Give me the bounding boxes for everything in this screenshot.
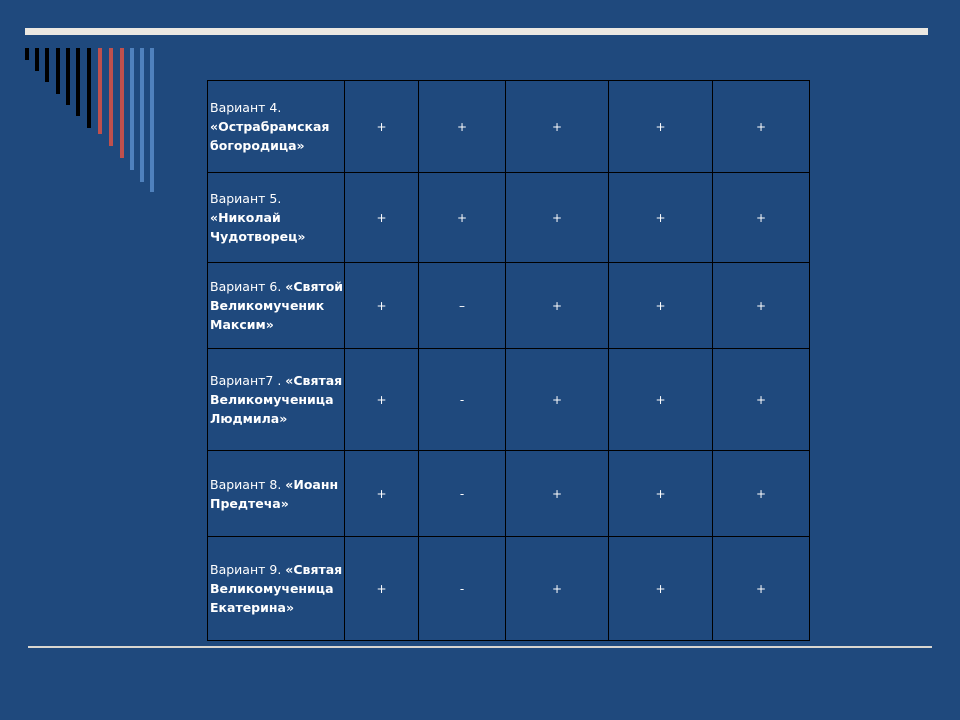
variant-number: Вариант 6. bbox=[210, 279, 286, 294]
mark-cell: + bbox=[506, 451, 609, 537]
stripe bbox=[140, 48, 144, 182]
variant-number: Вариант 8. bbox=[210, 476, 286, 492]
mark-cell: + bbox=[506, 349, 609, 451]
variant-title: «Святая Великомученица Екатерина» bbox=[210, 562, 343, 615]
mark-cell: + bbox=[506, 173, 609, 263]
mark-cell: + bbox=[419, 81, 506, 173]
stripe bbox=[130, 48, 134, 170]
variant-title: «Иоанн Предтеча» bbox=[210, 476, 339, 511]
table-row bbox=[208, 451, 810, 537]
mark-cell: - bbox=[419, 451, 506, 537]
mark-cell: + bbox=[713, 451, 810, 537]
top-decorative-band bbox=[25, 28, 928, 35]
stripe bbox=[98, 48, 102, 134]
table-row bbox=[208, 349, 810, 451]
mark-cell: - bbox=[419, 349, 506, 451]
variant-label bbox=[208, 263, 345, 349]
mark-cell: + bbox=[713, 349, 810, 451]
stripe bbox=[45, 48, 49, 82]
mark-cell: + bbox=[345, 81, 419, 173]
table-row bbox=[208, 263, 810, 349]
mark-cell: + bbox=[609, 451, 713, 537]
bottom-divider-line bbox=[28, 646, 932, 648]
variant-number: Вариант 4. bbox=[210, 100, 282, 115]
mark-cell: + bbox=[419, 173, 506, 263]
table-row bbox=[208, 81, 810, 173]
variant-number: Вариант 9. bbox=[210, 562, 286, 577]
mark-cell: + bbox=[609, 537, 713, 641]
variant-number: Вариант7 . bbox=[210, 373, 286, 388]
variant-label bbox=[208, 537, 345, 641]
mark-cell: + bbox=[713, 263, 810, 349]
variant-title: «Святая Великомученица Людмила» bbox=[210, 373, 343, 426]
mark-cell: + bbox=[506, 81, 609, 173]
mark-cell: + bbox=[713, 81, 810, 173]
variant-label bbox=[208, 173, 345, 263]
mark-cell: + bbox=[345, 263, 419, 349]
stripe bbox=[25, 48, 29, 60]
mark-cell: + bbox=[609, 349, 713, 451]
variants-table bbox=[207, 80, 810, 641]
mark-cell: + bbox=[345, 537, 419, 641]
mark-cell: + bbox=[713, 537, 810, 641]
stripe bbox=[66, 48, 70, 105]
variant-title: «Острабрамская богородица» bbox=[210, 119, 330, 153]
variant-label bbox=[208, 81, 345, 173]
table-row bbox=[208, 173, 810, 263]
stripe bbox=[120, 48, 124, 158]
stripe bbox=[109, 48, 113, 146]
stripe bbox=[76, 48, 80, 116]
mark-cell: + bbox=[609, 263, 713, 349]
mark-cell: + bbox=[609, 173, 713, 263]
mark-cell: + bbox=[345, 173, 419, 263]
mark-cell: - bbox=[419, 537, 506, 641]
stripe bbox=[56, 48, 60, 94]
variant-label bbox=[208, 349, 345, 451]
mark-cell: + bbox=[609, 81, 713, 173]
stripe bbox=[87, 48, 91, 128]
mark-cell: + bbox=[713, 173, 810, 263]
mark-cell: + bbox=[506, 263, 609, 349]
stripe bbox=[150, 48, 154, 192]
stripe bbox=[35, 48, 39, 71]
mark-cell: + bbox=[506, 537, 609, 641]
variant-title: «Николай Чудотворец» bbox=[210, 210, 306, 244]
mark-cell: – bbox=[419, 263, 506, 349]
mark-cell: + bbox=[345, 451, 419, 537]
variant-label bbox=[208, 451, 345, 537]
variant-title: «Святой Великомученик Максим» bbox=[210, 279, 344, 332]
mark-cell: + bbox=[345, 349, 419, 451]
variant-number: Вариант 5. bbox=[210, 191, 282, 206]
table-row bbox=[208, 537, 810, 641]
